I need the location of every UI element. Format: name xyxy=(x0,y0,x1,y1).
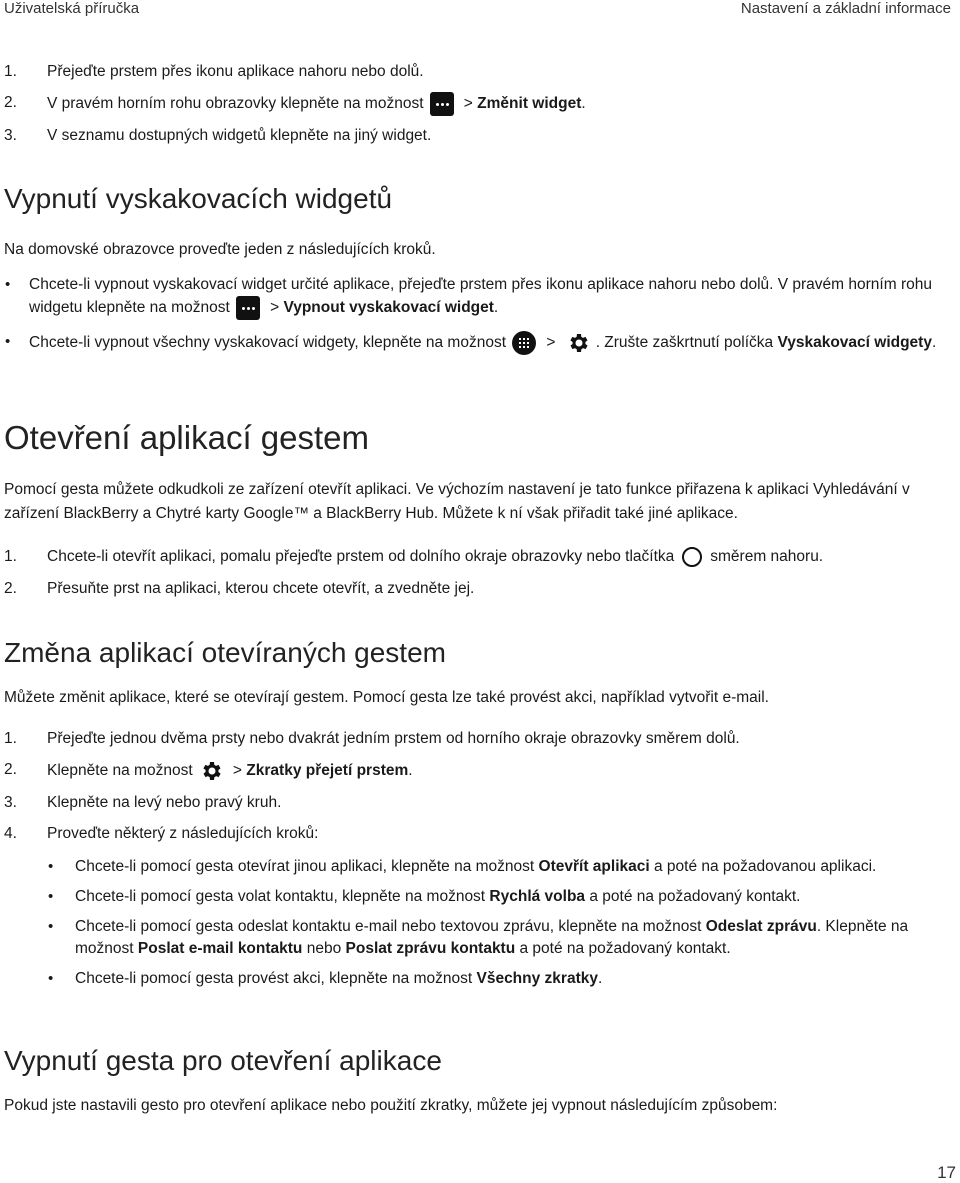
list-item: 3. Klepněte na levý nebo pravý kruh. xyxy=(4,794,282,811)
bullet-list xyxy=(0,274,960,355)
list-item: • Chcete-li pomocí gesta otevírat jinou aplikaci, klepněte na možnost Otevřít aplikaci a poté na požadovanou aplikaci. xyxy=(48,858,877,875)
more-icon xyxy=(430,92,454,116)
page-header xyxy=(4,0,951,24)
list-item: 4. Proveďte některý z následujících kroků: xyxy=(4,825,319,842)
steps-list-change-widget xyxy=(0,61,960,147)
section-heading: Změna aplikací otevíraných gestem xyxy=(4,637,446,668)
list-item: 1. Přejeďte prstem přes ikonu aplikace nahoru nebo dolů. xyxy=(4,63,424,80)
page-number: 17 xyxy=(937,1163,956,1182)
header-doc-title: Uživatelská příručka xyxy=(4,0,140,17)
list-item: 2. Přesuňte prst na aplikaci, kterou chcete otevřít, a zvedněte jej. xyxy=(4,580,475,597)
section-heading: Otevření aplikací gestem xyxy=(4,419,369,456)
steps-list-change-apps xyxy=(0,728,960,845)
list-item: • Chcete-li pomocí gesta volat kontaktu, klepněte na možnost Rychlá volba a poté na požadovaný kontakt. xyxy=(48,888,801,905)
section-heading: Vypnutí vyskakovacích widgetů xyxy=(4,183,393,214)
gear-icon xyxy=(566,331,590,355)
steps-list-open-app xyxy=(0,546,960,600)
list-item: 2. V pravém horním rohu obrazovky klepněte na možnost > Změnit widget. xyxy=(0,92,960,116)
list-item: • Chcete-li vypnout vyskakovací widget určité aplikace, přejeďte prstem přes ikonu aplikace nahoru nebo dolů. V pravém horním rohu widgetu klepněte na možnost > Vypnout vyskakovací widget. xyxy=(0,274,960,320)
section-intro: Na domovské obrazovce proveďte jeden z následujících kroků. xyxy=(4,241,436,258)
list-item: 3. V seznamu dostupných widgetů klepněte na jiný widget. xyxy=(4,127,432,144)
list-item: 1. Přejeďte jednou dvěma prsty nebo dvakrát jedním prstem od horního okraje obrazovky směrem dolů. xyxy=(4,730,740,747)
list-item: • Chcete-li pomocí gesta odeslat kontaktu e-mail nebo textovou zprávu, klepněte na možnost Odeslat zprávu. Klepněte na možnost Poslat e-mail kontaktu nebo Poslat zprávu kontaktu a poté na požadovaný kontakt. xyxy=(48,918,909,957)
list-item: • Chcete-li pomocí gesta provést akci, klepněte na možnost Všechny zkratky. xyxy=(48,970,603,987)
section-intro: Pokud jste nastavili gesto pro otevření aplikace nebo použití zkratky, můžete jej vypnout následujícím způsobem: xyxy=(4,1097,778,1114)
bullet-list-actions xyxy=(0,856,960,990)
list-item: • Chcete-li vypnout všechny vyskakovací widgety, klepněte na možnost > . Zrušte zaškrtnutí políčka Vyskakovací widgety. xyxy=(0,331,960,355)
apps-icon xyxy=(512,331,536,355)
section-intro: Můžete změnit aplikace, které se otevírají gestem. Pomocí gesta lze také provést akci, například vytvořit e-mail. xyxy=(4,689,769,706)
gear-icon xyxy=(199,759,223,783)
section-intro: Pomocí gesta můžete odkudkoli ze zařízení otevřít aplikaci. Ve výchozím nastavení je tato funkce přiřazena k aplikaci Vyhledávání v zařízení BlackBerry a Chytré karty Google™ a BlackBerry Hub. Můžete k ní však přiřadit také jiné aplikace. xyxy=(4,481,910,522)
section-heading: Vypnutí gesta pro otevření aplikace xyxy=(4,1045,442,1076)
more-icon xyxy=(236,296,260,320)
list-item: 2. Klepněte na možnost > Zkratky přejetí prstem. xyxy=(0,759,960,783)
home-circle-icon xyxy=(682,547,702,567)
list-item: 1. Chcete-li otevřít aplikaci, pomalu přejeďte prstem od dolního okraje obrazovky nebo tlačítka směrem nahoru. xyxy=(4,548,824,565)
header-chapter-title: Nastavení a základní informace xyxy=(740,0,951,17)
